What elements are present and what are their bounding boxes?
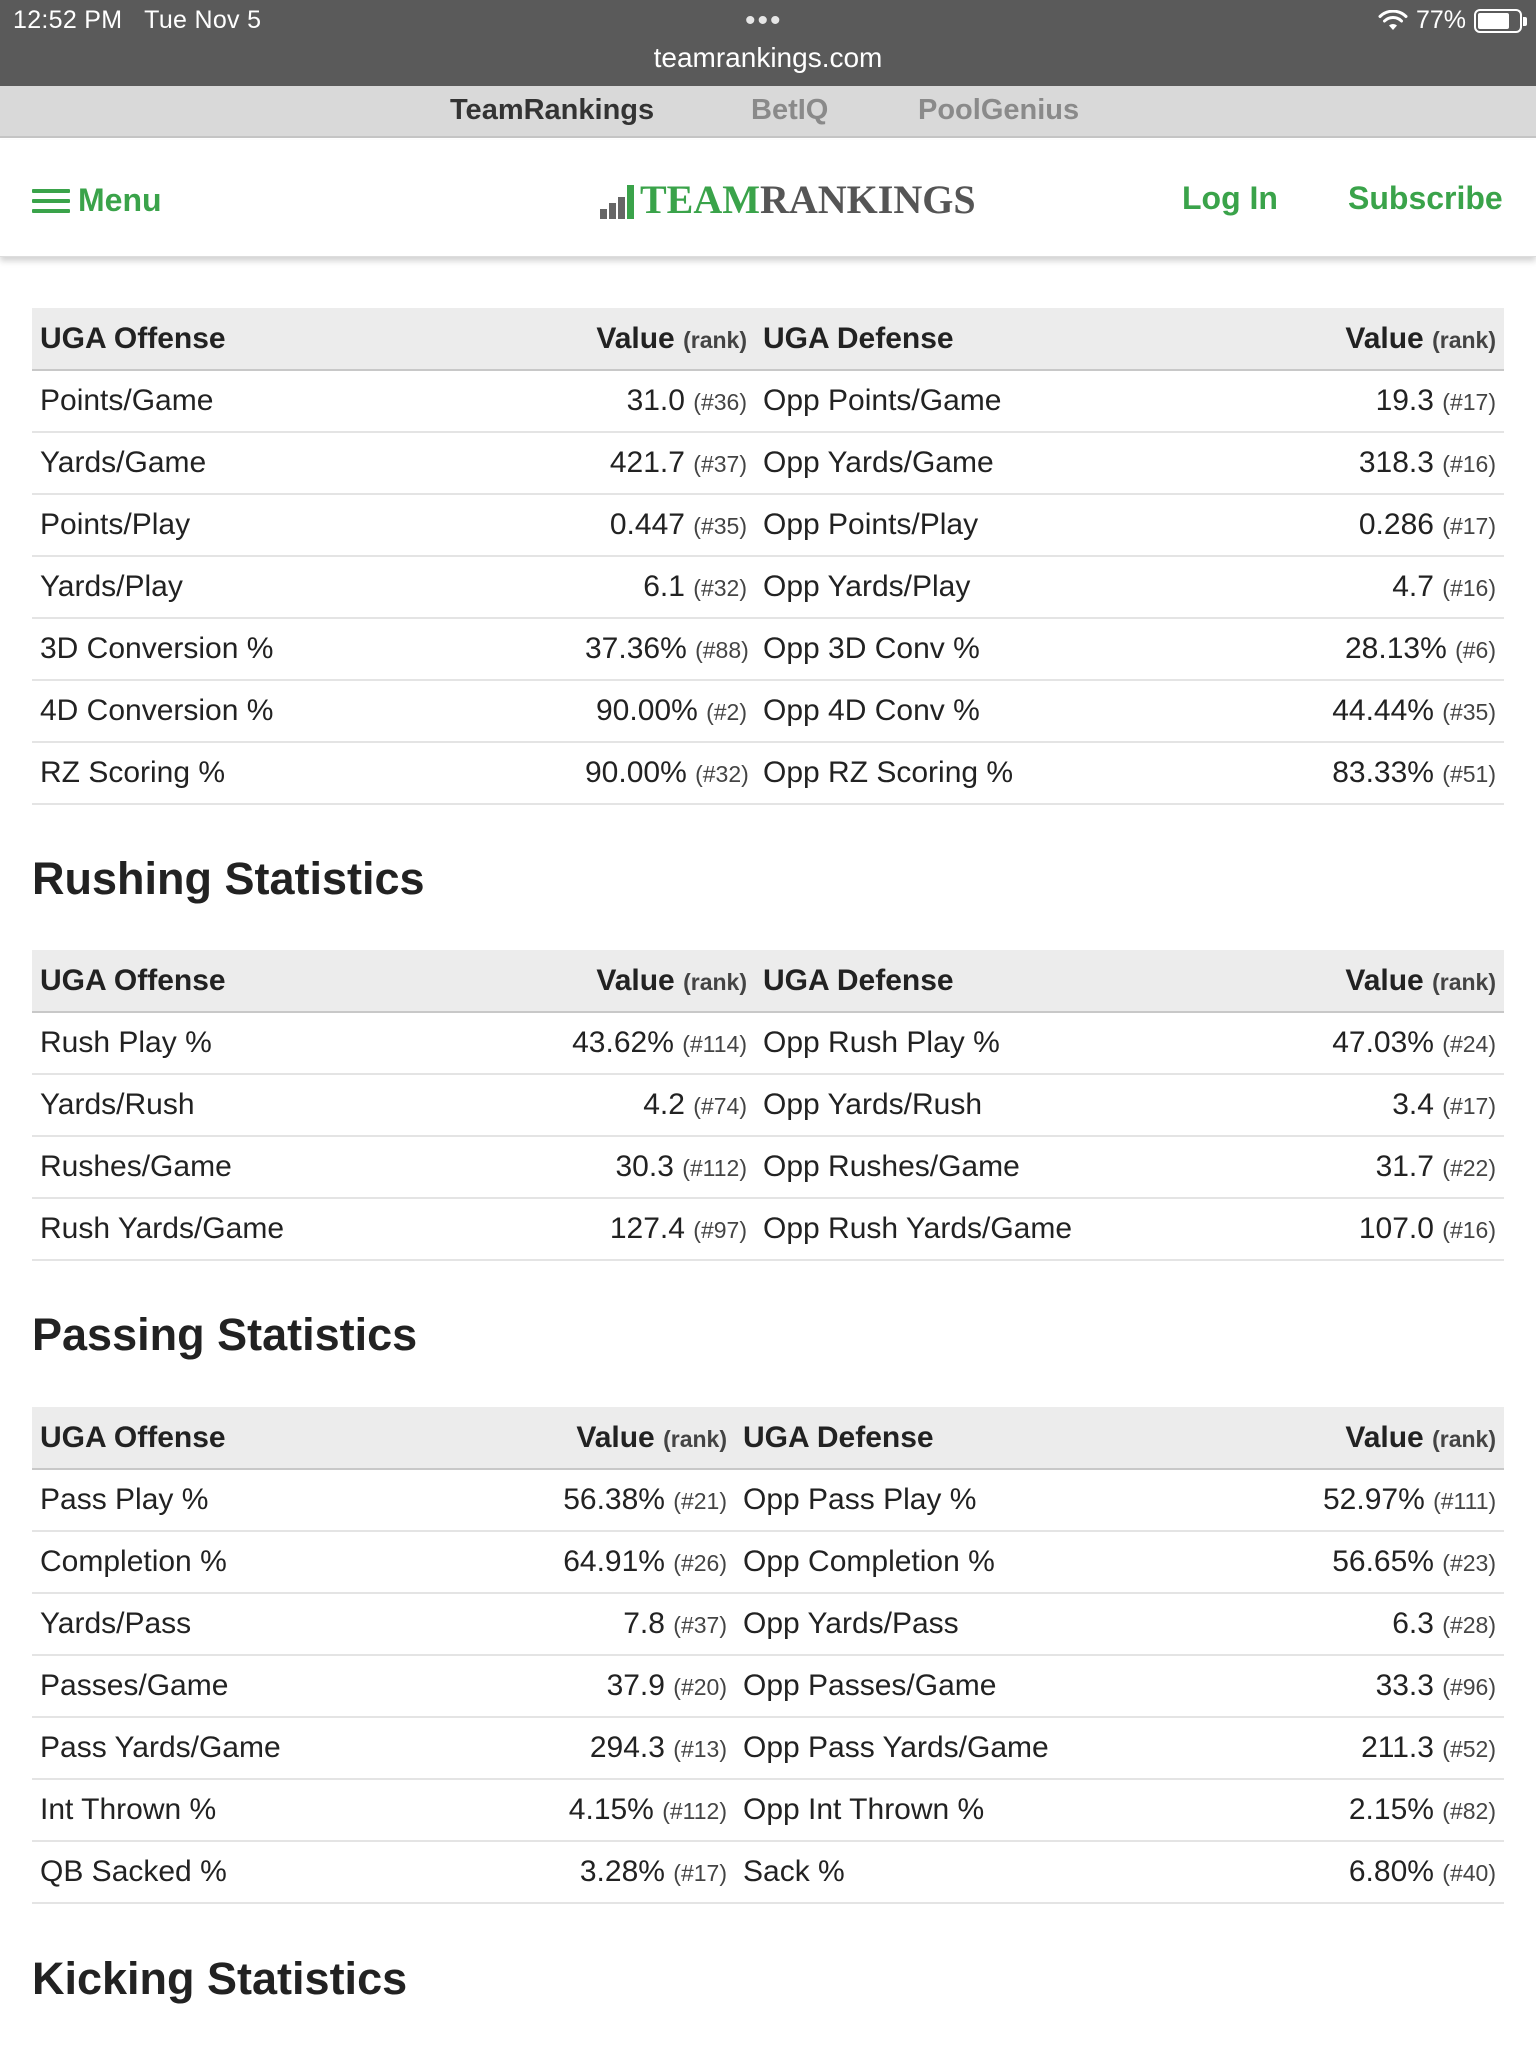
defense-stat-value [1315,370,1504,432]
stat-value-text: 47.03% [1332,1026,1434,1059]
defense-stat-label[interactable] [735,1593,1315,1655]
stat-label-text: Rush Play % [40,1026,212,1059]
stat-rank-text: (#28) [1442,1612,1496,1638]
stat-rank-text: (#96) [1442,1674,1496,1700]
stat-rank-text: (#52) [1442,1736,1496,1762]
stat-rank-text: (#74) [693,1093,747,1119]
stat-rank-text: (#17) [1442,513,1496,539]
stat-label-text: Opp Pass Play % [743,1483,977,1516]
status-date: Tue Nov 5 [144,6,262,34]
defense-stat-value [1315,1655,1504,1717]
stat-rank-text: (#17) [1442,389,1496,415]
stat-rank-text: (#16) [1442,451,1496,477]
table-header-row [32,1407,1504,1469]
defense-header-text: UGA Defense [763,321,954,355]
stat-label-text: Opp Yards/Pass [743,1607,959,1640]
stat-label-text: Yards/Game [40,446,207,479]
defense-stat-label[interactable] [735,1531,1315,1593]
defense-stat-label[interactable] [755,1012,1315,1074]
stat-value-text: 318.3 [1358,446,1434,479]
table-row [32,1779,1504,1841]
stat-value-text: 127.4 [609,1212,685,1245]
table-row [32,1593,1504,1655]
value-header-text: Value [1345,1420,1424,1454]
battery-icon [1474,9,1522,33]
stat-rank-text: (#36) [693,389,747,415]
passing-section-title: Passing Statistics [32,1309,418,1360]
stat-value-text: 56.65% [1332,1545,1434,1578]
stat-label-text: Int Thrown % [40,1793,217,1826]
stat-rank-text: (#32) [693,575,747,601]
stat-label-text: Completion % [40,1545,227,1578]
offense-stat-value [577,680,755,742]
defense-stat-value [1315,1198,1504,1260]
table-header-row [32,950,1504,1012]
defense-column-header [755,950,1315,1012]
status-indicators [1378,6,1522,35]
stat-label-text: Opp Rushes/Game [763,1150,1020,1183]
stat-rank-text: (#16) [1442,1217,1496,1243]
stat-label-text: 3D Conversion % [40,632,274,665]
rank-header-text: (rank) [663,1425,727,1452]
offense-stat-value [552,1198,755,1260]
offense-header-text: UGA Offense [40,963,226,997]
defense-stat-label[interactable] [735,1779,1315,1841]
stat-value-text: 37.36% [585,632,687,665]
offense-stat-value [552,1012,755,1074]
rank-header-text: (rank) [683,326,747,353]
defense-column-header [755,308,1315,370]
offense-stat-label[interactable] [32,494,577,556]
stat-label-text: Rush Yards/Game [40,1212,284,1245]
table-row [32,680,1504,742]
table-row [32,1841,1504,1903]
table-row [32,432,1504,494]
stat-rank-text: (#13) [673,1736,727,1762]
stat-label-text: Opp Yards/Play [763,570,971,603]
defense-stat-value [1315,1469,1504,1531]
site-header [0,140,1536,257]
rank-header-text: (rank) [683,968,747,995]
offense-value-header [552,950,755,1012]
stat-rank-text: (#20) [673,1674,727,1700]
table-row [32,742,1504,804]
stat-rank-text: (#88) [695,637,749,663]
logo-team-text: TEAM [640,177,760,222]
offense-stat-value [532,1655,735,1717]
login-link[interactable]: Log In [1182,180,1278,216]
stat-rank-text: (#16) [1442,575,1496,601]
stat-value-text: 6.1 [643,570,685,603]
offense-stat-value [552,1136,755,1198]
stat-value-text: 4.15% [568,1793,654,1826]
offense-stat-value [532,1841,735,1903]
offense-stat-value [577,742,755,804]
stat-value-text: 294.3 [589,1731,665,1764]
defense-stat-value [1315,432,1504,494]
stat-label-text: Opp Rush Yards/Game [763,1212,1073,1245]
offense-stat-value [532,1469,735,1531]
stat-label-text: Points/Play [40,508,191,541]
rushing-stats-table [32,950,1504,1261]
table-row [32,1012,1504,1074]
stat-rank-text: (#37) [693,451,747,477]
stat-label-text: Rushes/Game [40,1150,232,1183]
stat-rank-text: (#35) [1442,699,1496,725]
stat-rank-text: (#111) [1433,1488,1497,1514]
offense-stat-label[interactable] [32,1779,532,1841]
defense-stat-label[interactable] [755,432,1315,494]
defense-stat-label[interactable] [755,494,1315,556]
stat-label-text: Opp Pass Yards/Game [743,1731,1049,1764]
defense-stat-value [1315,1136,1504,1198]
battery-nub [1523,17,1527,26]
stat-value-text: 83.33% [1332,756,1434,789]
stat-value-text: 30.3 [615,1150,674,1183]
stat-label-text: 4D Conversion % [40,694,274,727]
offense-stat-label[interactable] [32,370,577,432]
stat-rank-text: (#112) [682,1155,747,1181]
stat-label-text: Sack % [743,1855,845,1888]
stat-label-text: Points/Game [40,384,214,417]
defense-stat-value [1315,742,1504,804]
stat-label-text: Yards/Rush [40,1088,195,1121]
stat-value-text: 31.0 [626,384,685,417]
tab-poolgenius[interactable]: PoolGenius [918,94,1080,126]
stat-rank-text: (#22) [1442,1155,1496,1181]
stat-label-text: Opp 4D Conv % [763,694,980,727]
menu-button[interactable] [32,182,162,219]
stat-value-text: 4.2 [643,1088,685,1121]
stat-value-text: 107.0 [1358,1212,1434,1245]
stat-value-text: 56.38% [563,1483,665,1516]
offense-stat-value [577,370,755,432]
stat-rank-text: (#112) [662,1798,727,1824]
stat-rank-text: (#114) [682,1031,747,1057]
battery-percent: 77% [1415,6,1466,34]
wifi-icon [1378,10,1408,32]
stat-value-text: 43.62% [572,1026,674,1059]
stat-label-text: Opp RZ Scoring % [763,756,1014,789]
defense-stat-label[interactable] [755,1198,1315,1260]
stat-label-text: Opp 3D Conv % [763,632,980,665]
stat-value-text: 37.9 [606,1669,665,1702]
table-row [32,1469,1504,1531]
offense-value-header [577,308,755,370]
stat-label-text: Opp Yards/Rush [763,1088,983,1121]
rushing-section-title: Rushing Statistics [32,853,425,904]
stat-rank-text: (#82) [1442,1798,1496,1824]
defense-column-header [735,1407,1315,1469]
logo-bars-icon [600,185,634,219]
defense-stat-value [1315,1779,1504,1841]
stat-rank-text: (#51) [1442,761,1496,787]
offense-value-header [532,1407,735,1469]
defense-stat-value [1315,1531,1504,1593]
stat-rank-text: (#40) [1442,1860,1496,1886]
defense-stat-label[interactable] [755,1074,1315,1136]
stat-value-text: 3.4 [1392,1088,1434,1121]
stat-label-text: Yards/Play [40,570,183,603]
defense-stat-value [1315,556,1504,618]
offense-stat-value [552,1074,755,1136]
stat-value-text: 0.447 [609,508,685,541]
stat-label-text: Opp Yards/Game [763,446,994,479]
defense-stat-label[interactable] [755,1136,1315,1198]
stat-label-text: Opp Rush Play % [763,1026,1000,1059]
offense-stat-label[interactable] [32,1655,532,1717]
offense-stat-label[interactable] [32,1717,532,1779]
offense-stat-value [577,432,755,494]
stat-value-text: 31.7 [1375,1150,1434,1183]
rank-header-text: (rank) [1432,1425,1496,1452]
logo-wordmark [640,176,976,223]
defense-stat-label[interactable] [735,1469,1315,1531]
offense-header-text: UGA Offense [40,321,226,355]
battery-level [1478,13,1509,29]
multitask-dots-icon[interactable]: ••• [745,4,783,37]
stat-label-text: Opp Passes/Game [743,1669,997,1702]
stat-rank-text: (#21) [673,1488,727,1514]
stat-value-text: 421.7 [609,446,685,479]
stat-label-text: Yards/Pass [40,1607,192,1640]
offense-stat-value [577,494,755,556]
stat-rank-text: (#17) [673,1860,727,1886]
tab-betiq[interactable]: BetIQ [751,94,829,126]
status-clock [13,6,261,35]
table-row [32,1655,1504,1717]
stat-label-text: Pass Yards/Game [40,1731,281,1764]
defense-value-header [1315,1407,1504,1469]
rank-header-text: (rank) [1432,326,1496,353]
defense-header-text: UGA Defense [763,963,954,997]
offense-stat-value [532,1717,735,1779]
defense-stat-label[interactable] [755,556,1315,618]
offense-column-header [32,950,552,1012]
value-header-text: Value [1345,321,1424,355]
teamrankings-logo[interactable] [600,176,976,223]
offense-stat-label[interactable] [32,432,577,494]
defense-stat-label[interactable] [735,1841,1315,1903]
offense-stat-label[interactable] [32,1593,532,1655]
stat-rank-text: (#37) [673,1612,727,1638]
stat-value-text: 7.8 [623,1607,665,1640]
defense-stat-label[interactable] [735,1717,1315,1779]
stat-value-text: 52.97% [1323,1483,1425,1516]
stat-rank-text: (#2) [706,699,747,725]
offense-stat-label[interactable] [32,1841,532,1903]
table-row [32,1136,1504,1198]
offense-stat-value [532,1593,735,1655]
stat-label-text: RZ Scoring % [40,756,226,789]
offense-column-header [32,308,577,370]
offense-stat-label[interactable] [32,680,577,742]
address-bar-url[interactable]: teamrankings.com [653,42,883,73]
stat-value-text: 44.44% [1332,694,1434,727]
stat-rank-text: (#26) [673,1550,727,1576]
passing-stats-table [32,1407,1504,1904]
stat-value-text: 3.28% [579,1855,665,1888]
offense-stat-label[interactable] [32,1012,552,1074]
stat-label-text: Opp Int Thrown % [743,1793,985,1826]
stat-value-text: 4.7 [1392,570,1434,603]
subscribe-link[interactable]: Subscribe [1348,180,1503,216]
value-header-text: Value [596,321,675,355]
tab-teamrankings[interactable]: TeamRankings [450,94,655,126]
stat-value-text: 2.15% [1348,1793,1434,1826]
defense-stat-label[interactable] [735,1655,1315,1717]
defense-stat-value [1315,494,1504,556]
stat-rank-text: (#35) [693,513,747,539]
stat-value-text: 33.3 [1375,1669,1434,1702]
defense-stat-label[interactable] [755,618,1315,680]
stat-rank-text: (#6) [1455,637,1496,663]
rank-header-text: (rank) [1432,968,1496,995]
logo-rankings-text: RANKINGS [760,177,976,222]
status-bar [0,0,1536,86]
value-header-text: Value [1345,963,1424,997]
stat-value-text: 28.13% [1345,632,1447,665]
defense-stat-value [1315,1593,1504,1655]
defense-stat-value [1315,1717,1504,1779]
hamburger-icon [32,189,70,213]
overview-stats-table [32,308,1504,805]
defense-stat-value [1315,1012,1504,1074]
offense-stat-value [577,556,755,618]
offense-stat-label[interactable] [32,1136,552,1198]
stat-label-text: Opp Completion % [743,1545,995,1578]
stat-value-text: 6.3 [1392,1607,1434,1640]
defense-stat-value [1315,1841,1504,1903]
offense-stat-value [532,1779,735,1841]
table-row [32,618,1504,680]
stat-rank-text: (#97) [693,1217,747,1243]
offense-stat-value [532,1531,735,1593]
stat-label-text: Opp Points/Play [763,508,979,541]
stat-label-text: Passes/Game [40,1669,229,1702]
value-header-text: Value [596,963,675,997]
stat-label-text: QB Sacked % [40,1855,227,1888]
defense-header-text: UGA Defense [743,1420,934,1454]
brand-tab-bar [0,86,1536,138]
table-row [32,1717,1504,1779]
table-row [32,1198,1504,1260]
stat-value-text: 90.00% [596,694,698,727]
stat-rank-text: (#17) [1442,1093,1496,1119]
stat-label-text: Opp Points/Game [763,384,1002,417]
stat-value-text: 64.91% [563,1545,665,1578]
table-row [32,370,1504,432]
offense-stat-label[interactable] [32,618,577,680]
offense-stat-label[interactable] [32,1469,532,1531]
defense-stat-value [1315,618,1504,680]
table-row [32,556,1504,618]
offense-header-text: UGA Offense [40,1420,226,1454]
menu-label: Menu [78,182,162,218]
table-row [32,1531,1504,1593]
stat-value-text: 6.80% [1348,1855,1434,1888]
defense-value-header [1315,950,1504,1012]
offense-stat-value [577,618,755,680]
status-time: 12:52 PM [13,6,123,34]
defense-stat-label[interactable] [755,370,1315,432]
stat-value-text: 19.3 [1375,384,1434,417]
table-row [32,494,1504,556]
kicking-section-title: Kicking Statistics [32,1953,408,2004]
defense-stat-value [1315,1074,1504,1136]
defense-stat-value [1315,680,1504,742]
offense-stat-label[interactable] [32,1198,552,1260]
defense-value-header [1315,308,1504,370]
stat-label-text: Pass Play % [40,1483,209,1516]
stat-rank-text: (#32) [695,761,749,787]
value-header-text: Value [576,1420,655,1454]
offense-column-header [32,1407,532,1469]
offense-stat-label[interactable] [32,556,577,618]
table-row [32,1074,1504,1136]
defense-stat-label[interactable] [755,742,1315,804]
offense-stat-label[interactable] [32,742,577,804]
offense-stat-label[interactable] [32,1074,552,1136]
stat-value-text: 0.286 [1358,508,1434,541]
offense-stat-label[interactable] [32,1531,532,1593]
stat-value-text: 90.00% [585,756,687,789]
stat-rank-text: (#23) [1442,1550,1496,1576]
stat-value-text: 211.3 [1361,1731,1434,1764]
stat-rank-text: (#24) [1442,1031,1496,1057]
defense-stat-label[interactable] [755,680,1315,742]
table-header-row [32,308,1504,370]
